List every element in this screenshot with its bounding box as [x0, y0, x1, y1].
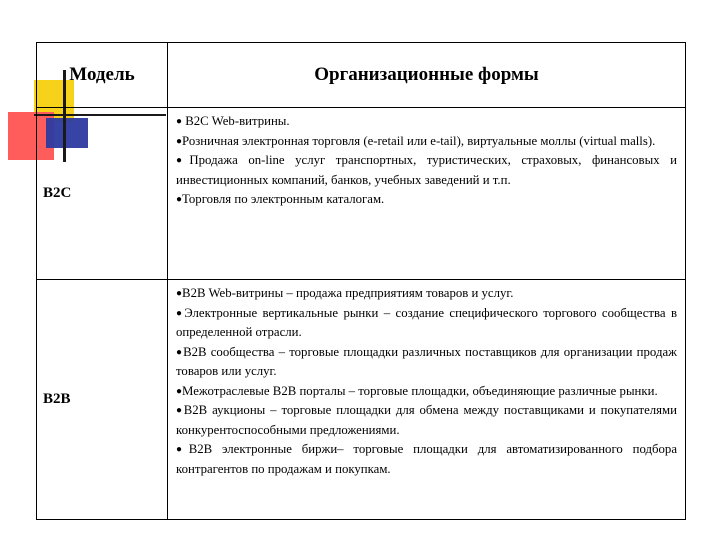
forms-b2c [168, 108, 686, 280]
bullet-icon: ● [176, 135, 183, 147]
list-item: ●Розничная электронная торговля (e-retail или e-tail), виртуальные моллы (virtual malls). [176, 133, 656, 148]
bullet-icon: ● [176, 116, 183, 127]
forms-b2b [168, 280, 686, 520]
list-item: ●Межотраслевые B2B порталы – торговые площадки, объединяющие различные рынки. [176, 383, 658, 398]
model-b2b: B2B [37, 280, 168, 520]
bullet-icon: ● [176, 194, 183, 205]
bullet-icon: ● [176, 405, 184, 416]
model-b2c: B2C [37, 108, 168, 280]
list-item: ●Торговля по электронным каталогам. [176, 192, 385, 206]
organizational-forms-table [36, 42, 686, 520]
bullet-icon: ● [176, 385, 183, 397]
list-item: ●B2B электронные биржи– торговые площадки для автоматизированного подбора контрагентов по продажам и покупкам. [176, 442, 677, 476]
table-header-row [37, 43, 686, 108]
table-row-b2b [37, 280, 686, 520]
bullet-icon: ● [176, 288, 183, 299]
list-item: ●B2B аукционы – торговые площадки для обмена между поставщиками и покупателями конкурентоспособными предложениями. [176, 403, 677, 437]
list-item: ●Продажа on-line услуг транспортных, туристических, страховых, финансовых и инвестиционных компаний, банков, учебных заведений и т.п. [176, 153, 678, 187]
header-model: Модель [37, 43, 168, 108]
bullet-icon: ● [176, 307, 185, 319]
list-item: ●B2B сообщества – торговые площадки различных поставщиков для организации продаж товаров или услуг. [176, 344, 677, 378]
list-item: ●B2B Web-витрины – продажа предприятиям товаров и услуг. [176, 286, 514, 300]
bullet-icon: ● [176, 155, 190, 166]
bullet-icon: ● [176, 346, 184, 358]
list-item: ● B2C Web-витрины. [176, 114, 290, 128]
bullet-icon: ● [176, 444, 189, 455]
header-forms: Организационные формы [168, 43, 686, 108]
list-item: ●Электронные вертикальные рынки – создание специфического торгового сообщества в определенной отрасли. [176, 305, 677, 339]
table-row-b2c [37, 108, 686, 280]
